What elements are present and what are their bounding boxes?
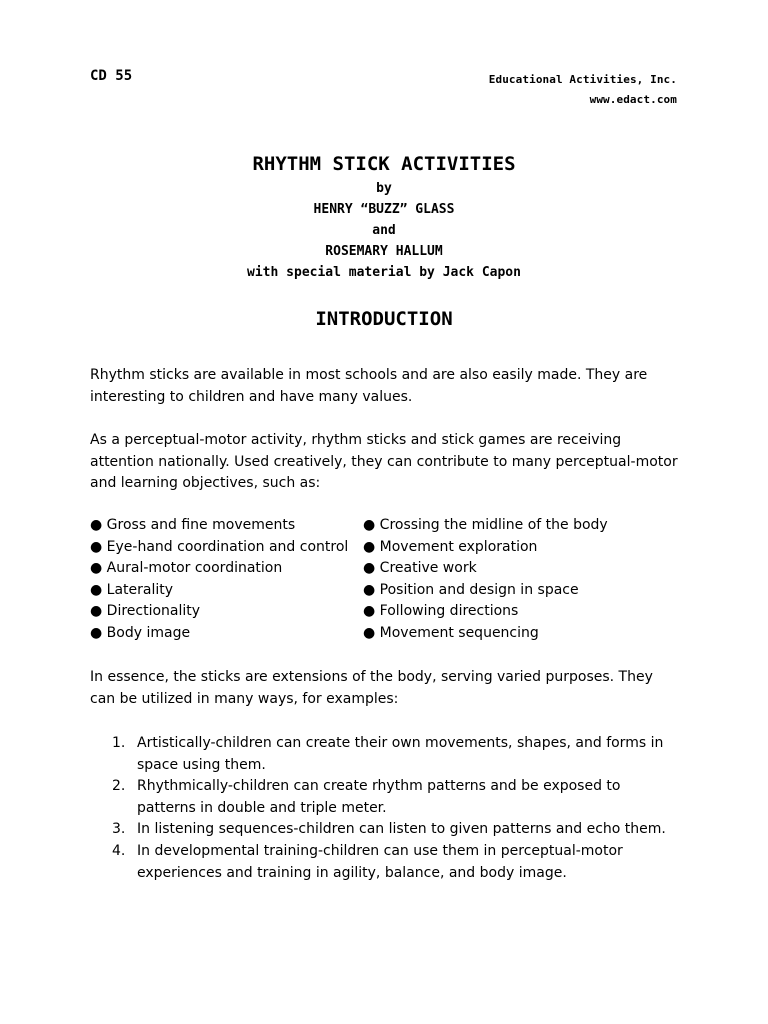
list-item: ● Position and design in space: [363, 581, 579, 598]
special-material-credit: with special material by Jack Capon: [247, 265, 521, 280]
publisher-name: Educational Activities, Inc.: [488, 73, 677, 86]
item-text: Artistically-children can create their own movements, shapes, and forms in space using them.: [137, 735, 664, 773]
item-number: 4.: [112, 842, 126, 859]
by-line: by: [376, 181, 392, 196]
list-item: ● Movement exploration: [363, 538, 538, 555]
publisher-website: www.edact.com: [589, 93, 677, 106]
list-item: ● Movement sequencing: [363, 624, 539, 641]
and-line: and: [372, 223, 396, 238]
paragraph-2: As a perceptual-motor activity, rhythm sticks and stick games are receiving attention nationally. Used creatively, they can contribute to many perceptual-motor and learning objectives, such as:: [90, 432, 678, 492]
item-number: 3.: [112, 821, 126, 838]
list-item: ● Gross and fine movements: [90, 517, 296, 533]
paragraph-1: Rhythm sticks are available in most schools and are also easily made. They are interesting to children and have many values.: [90, 367, 648, 405]
numbered-item: [90, 841, 680, 884]
author-2: ROSEMARY HALLUM: [325, 244, 443, 259]
list-item: ● Laterality: [90, 581, 174, 598]
list-item: ● Crossing the midline of the body: [363, 517, 608, 533]
list-item: ● Following directions: [363, 603, 519, 620]
numbered-item: [90, 776, 680, 819]
page-title: RHYTHM STICK ACTIVITIES: [252, 153, 516, 175]
item-number: 2.: [112, 778, 126, 795]
author-1: HENRY “BUZZ” GLASS: [313, 202, 455, 217]
numbered-item: [90, 733, 680, 776]
section-heading: INTRODUCTION: [315, 308, 453, 330]
list-item: ● Directionality: [90, 603, 201, 620]
list-item: ● Body image: [90, 624, 191, 641]
item-text: In listening sequences-children can listen to given patterns and echo them.: [137, 821, 666, 838]
numbered-item: [90, 819, 680, 841]
catalog-code: CD 55: [90, 68, 133, 84]
item-text: In developmental training-children can use them in perceptual-motor experiences and training in agility, balance, and body image.: [137, 842, 623, 881]
item-text: Rhythmically-children can create rhythm patterns and be exposed to patterns in double and triple meter.: [137, 778, 621, 816]
objectives-right-column: [363, 515, 683, 645]
list-item: ● Eye-hand coordination and control: [90, 538, 349, 555]
paragraph-3: In essence, the sticks are extensions of the body, serving varied purposes. They can be utilized in many ways, for examples:: [90, 669, 653, 707]
objectives-left-column: [90, 515, 360, 645]
examples-list: [90, 733, 680, 884]
item-number: 1.: [112, 735, 126, 751]
list-item: ● Creative work: [363, 560, 477, 577]
title-block: [0, 150, 768, 283]
list-item: ● Aural-motor coordination: [90, 560, 283, 577]
publisher-block: [489, 70, 677, 110]
